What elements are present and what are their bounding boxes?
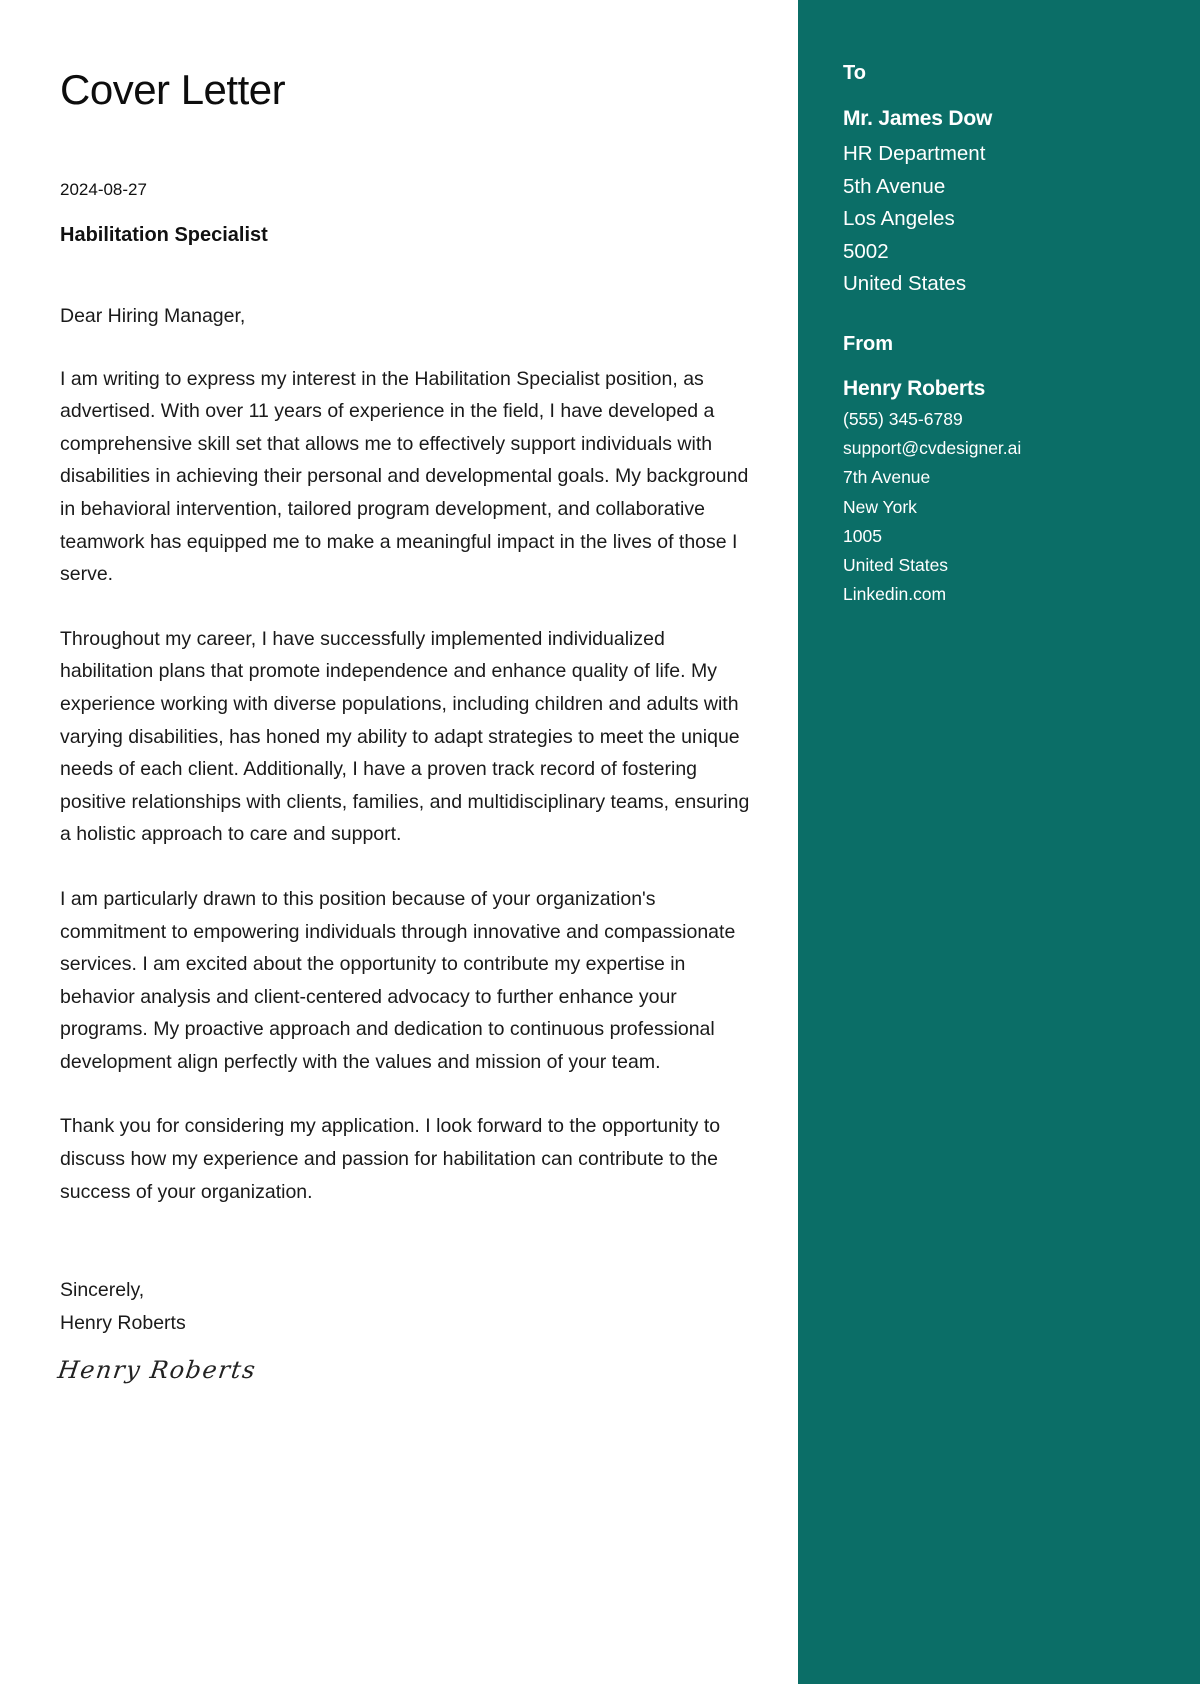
sender-email[interactable]: support@cvdesigner.ai	[843, 438, 1022, 459]
recipient-country: United States	[843, 272, 967, 296]
recipient-street: 5th Avenue	[843, 174, 946, 198]
recipient-postal-code: 5002	[843, 239, 889, 263]
sender-country: United States	[843, 555, 949, 576]
contact-sidebar	[798, 0, 1200, 1684]
letter-date: 2024-08-27	[60, 180, 147, 199]
sender-phone: (555) 345-6789	[843, 409, 963, 429]
sender-contact	[843, 405, 1021, 609]
letter-closing-name: Henry Roberts	[60, 1312, 186, 1334]
recipient-city: Los Angeles	[843, 207, 955, 231]
signature	[56, 1356, 259, 1384]
letter-closing: Sincerely,	[60, 1279, 145, 1301]
sender-name: Henry Roberts	[843, 377, 986, 400]
recipient-label: To	[843, 62, 866, 84]
sender-postal-code: 1005	[843, 525, 882, 546]
recipient-department: HR Department	[843, 142, 986, 165]
recipient-address	[843, 138, 985, 301]
letter-paragraph-4: Thank you for considering my application. I look forward to the opportunity to discuss how my experience and passion for habilitation can contribute to the success of your organization.	[60, 1115, 721, 1203]
recipient-name: Mr. James Dow	[843, 107, 993, 130]
letter-closing-block	[60, 1274, 186, 1340]
letter-greeting: Dear Hiring Manager,	[60, 305, 246, 327]
letter-paragraph-2: Throughout my career, I have successfully implemented individualized habilitation plans that promote independence and enhance quality of life. My experience working with diverse populations, including children and adults with varying disabilities, has honed my ability to adapt strategies to meet the unique needs of each client. Additionally, I have a proven track record of fostering positive relationships with clients, families, and multidisciplinary teams, ensuring a holistic approach to care and support.	[60, 627, 750, 846]
sender-label: From	[843, 333, 893, 355]
sender-website[interactable]: Linkedin.com	[843, 584, 947, 605]
signature-text: Henry Roberts	[56, 1356, 259, 1384]
letter-body	[60, 300, 760, 1240]
letter-paragraph-3: I am particularly drawn to this position because of your organization's commitment to empowering individuals through innovative and compassionate services. I am excited about the opportunity to contribute my expertise in behavior analysis and client-centered advocacy to further enhance your programs. My proactive approach and dedication to continuous professional development align perfectly with the values and mission of your team.	[60, 887, 736, 1073]
page-title: Cover Letter	[60, 66, 286, 113]
sender-street: 7th Avenue	[843, 467, 931, 488]
job-title: Habilitation Specialist	[60, 224, 268, 246]
sender-city: New York	[843, 496, 917, 517]
letter-paragraph-1: I am writing to express my interest in the Habilitation Specialist position, as advertised. With over 11 years of experience in the field, I have developed a comprehensive skill set that allows me to effectively support individuals with disabilities in achieving their personal and developmental goals. My background in behavioral intervention, tailored program development, and collaborative teamwork has equipped me to make a meaningful impact in the lives of those I serve.	[60, 367, 749, 586]
